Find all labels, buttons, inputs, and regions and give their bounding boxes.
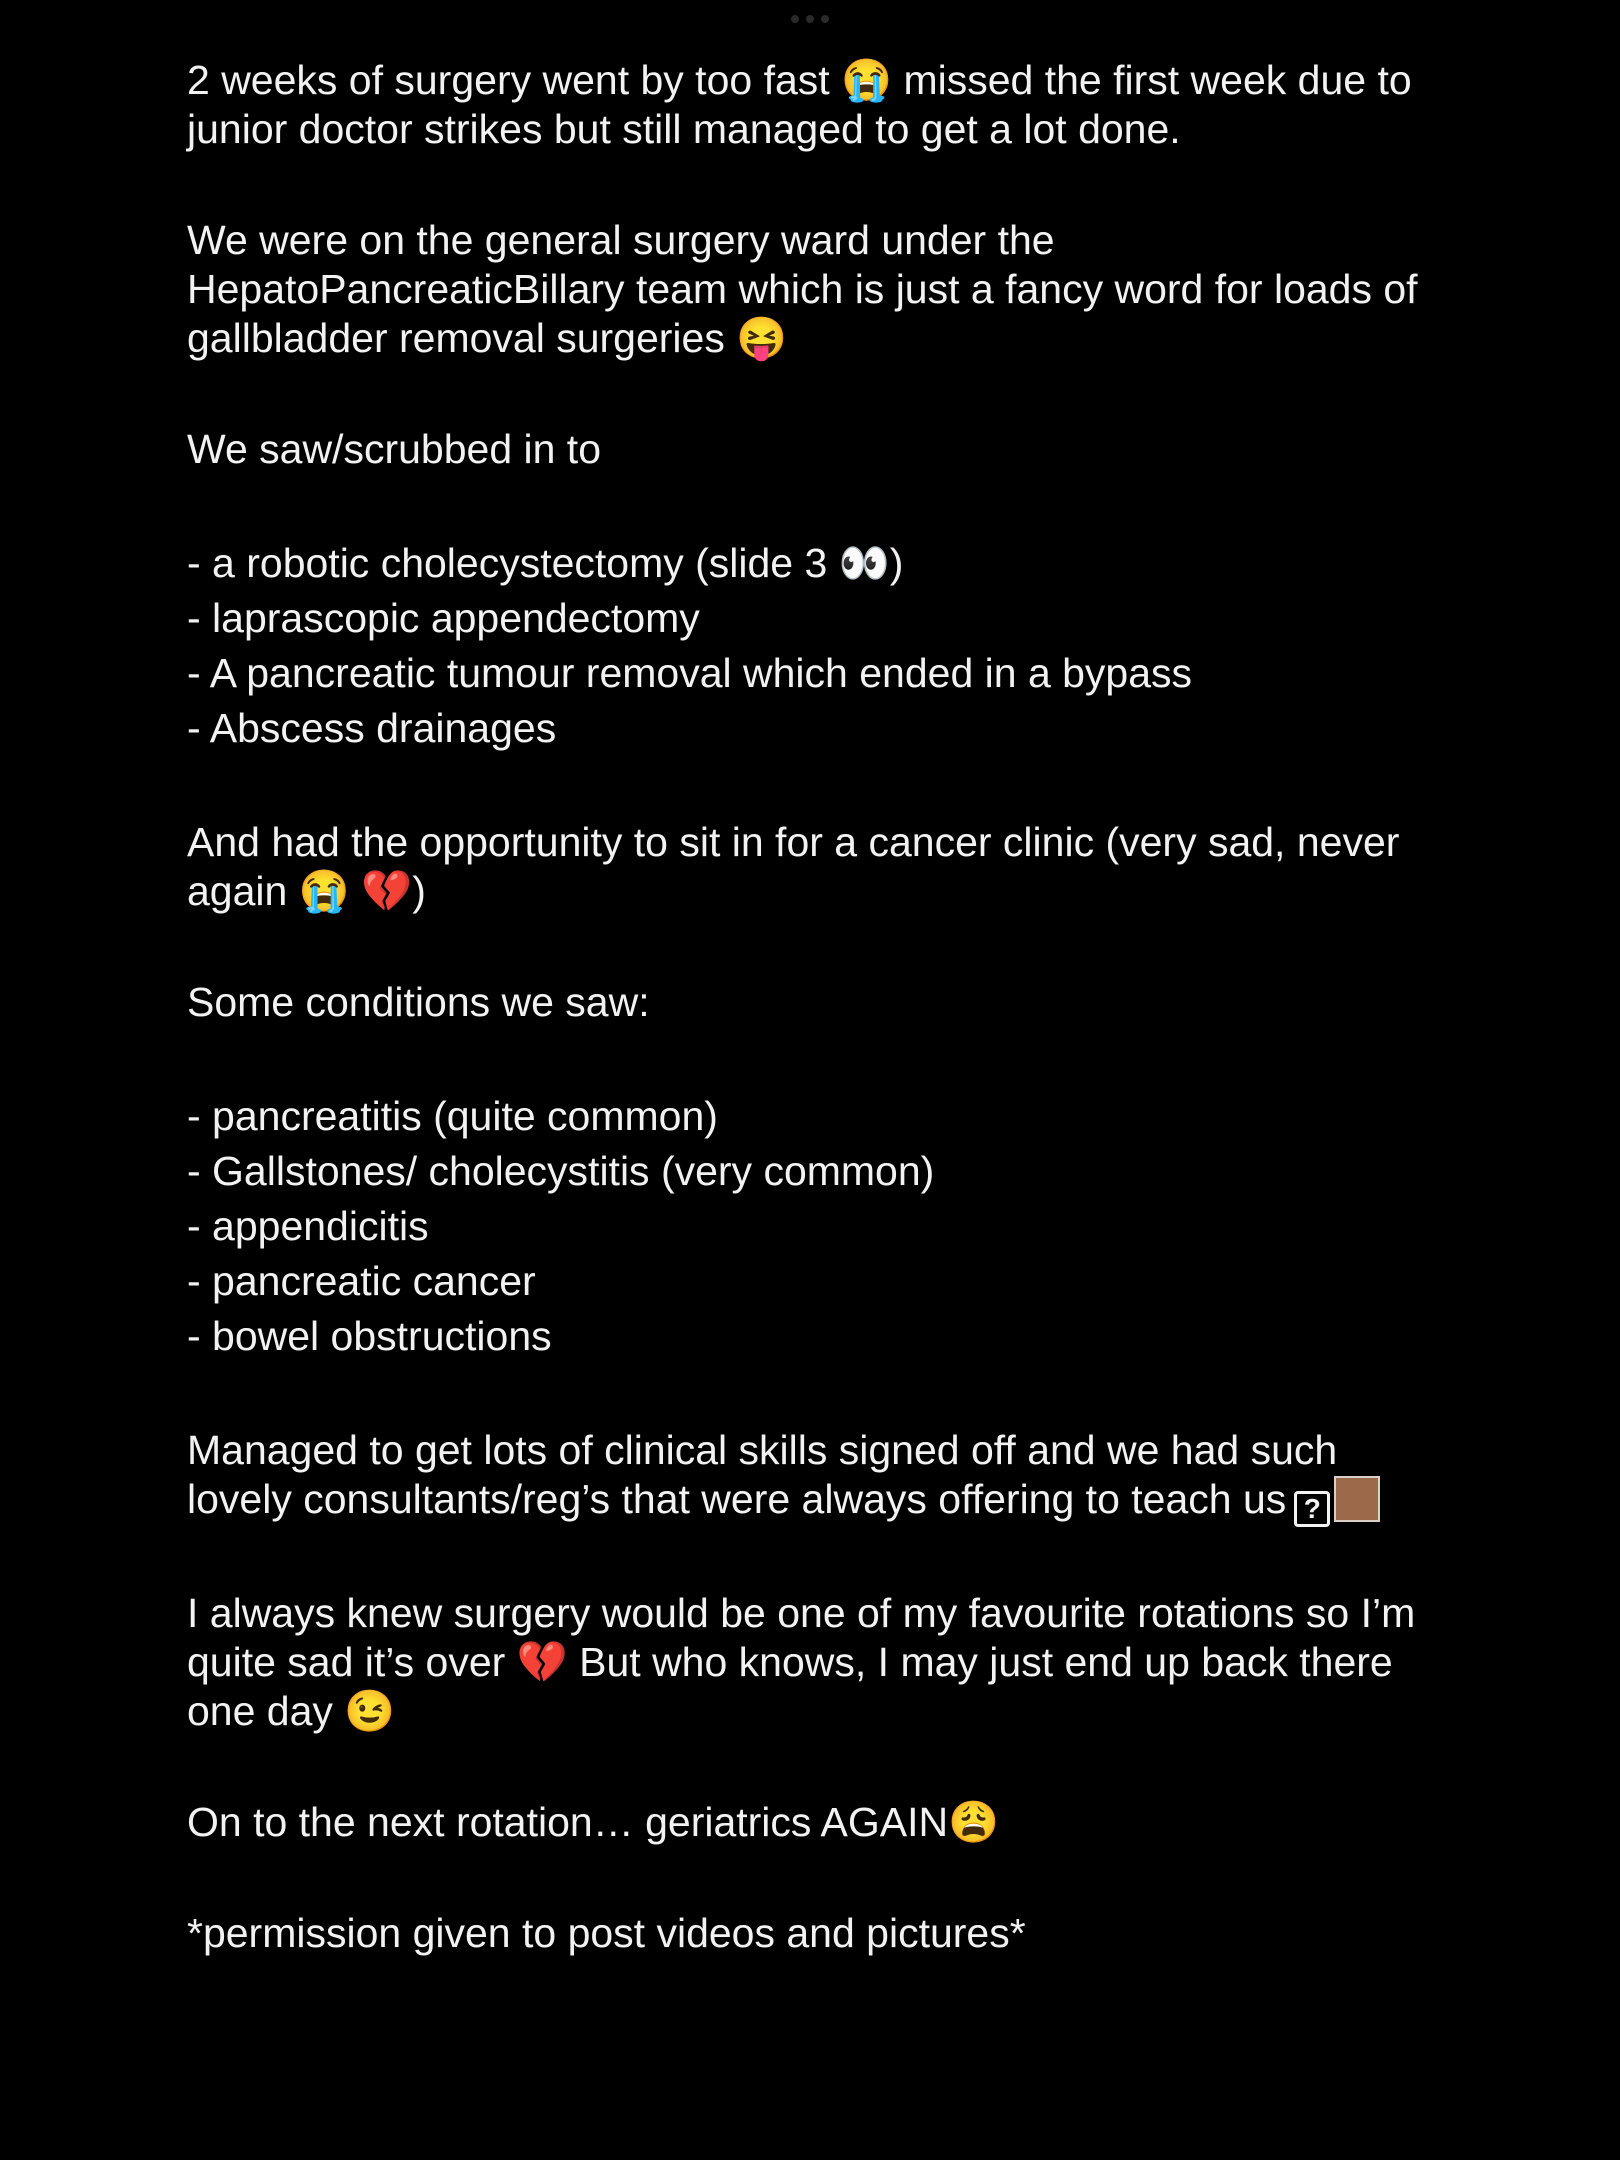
procedures-list xyxy=(187,536,1427,756)
paragraph-conditions-heading: Some conditions we saw: xyxy=(187,979,650,1025)
paragraph-text: Managed to get lots of clinical skills signed off and we had such lovely consultants/reg’s that were always offering to teach us xyxy=(187,1427,1349,1522)
paragraph-favourite-rotation: I always knew surgery would be one of my favourite rotations so I’m quite sad it’s over 💔 But who knows, I may just end up back there one day 😉 xyxy=(187,1590,1427,1734)
list-item: - A pancreatic tumour removal which ended in a bypass xyxy=(187,650,1193,696)
more-options-icon[interactable] xyxy=(787,14,833,24)
list-item: - pancreatitis (quite common) xyxy=(187,1093,718,1139)
paragraph-clinical-skills xyxy=(187,1426,1427,1527)
list-item: - Gallstones/ cholecystitis (very common) xyxy=(187,1148,935,1194)
list-item: - pancreatic cancer xyxy=(187,1258,536,1304)
list-item: - laprascopic appendectomy xyxy=(187,595,700,641)
conditions-list xyxy=(187,1089,1427,1364)
list-item: - appendicitis xyxy=(187,1203,429,1249)
list-item: - a robotic cholecystectomy (slide 3 👀) xyxy=(187,540,904,586)
list-item: - bowel obstructions xyxy=(187,1313,552,1359)
paragraph-ward: We were on the general surgery ward under the HepatoPancreaticBillary team which is just a fancy word for loads of gallbladder removal surgeries 😝 xyxy=(187,217,1429,361)
paragraph-permission: *permission given to post videos and pictures* xyxy=(187,1910,1026,1956)
unknown-glyph-icon: ? xyxy=(1294,1491,1330,1527)
paragraph-next-rotation: On to the next rotation… geriatrics AGAIN😩 xyxy=(187,1799,1000,1845)
brown-skin-tone-icon xyxy=(1334,1476,1380,1522)
list-item: - Abscess drainages xyxy=(187,705,557,751)
dot xyxy=(821,15,829,23)
dot xyxy=(791,15,799,23)
paragraph-cancer-clinic: And had the opportunity to sit in for a cancer clinic (very sad, never again 😭 💔) xyxy=(187,819,1411,914)
dot xyxy=(806,15,814,23)
paragraph-scrubbed-heading: We saw/scrubbed in to xyxy=(187,426,602,472)
note-body[interactable] xyxy=(187,56,1427,2020)
paragraph-intro: 2 weeks of surgery went by too fast 😭 missed the first week due to junior doctor strikes but still managed to get a lot done. xyxy=(187,57,1424,152)
